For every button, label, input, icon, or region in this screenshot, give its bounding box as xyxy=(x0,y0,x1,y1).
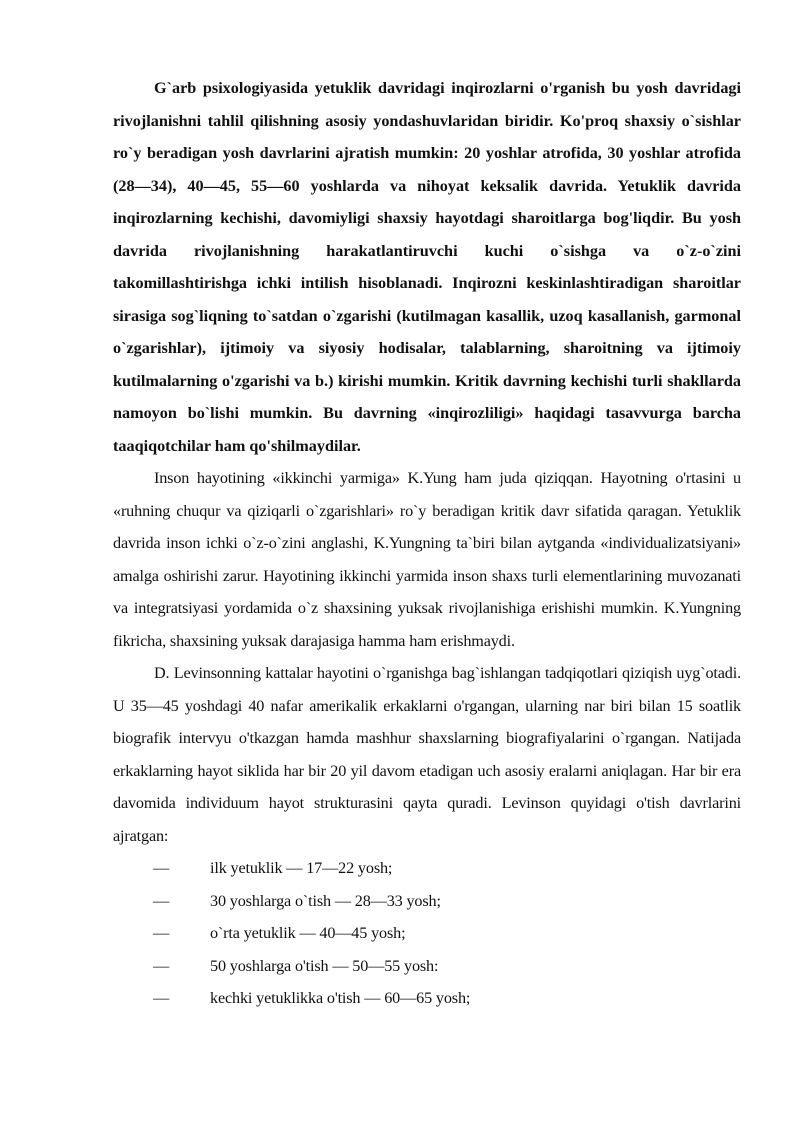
list-dash: — xyxy=(153,956,170,975)
list-item-text: o`rta yetuklik — 40—45 yosh; xyxy=(210,924,406,942)
list-dash: — xyxy=(153,924,170,942)
list-item xyxy=(113,885,741,918)
list-item-text: kechki yetuklikka o'tish — 60—65 yosh; xyxy=(210,989,471,1007)
list-item xyxy=(113,917,741,950)
document-page xyxy=(113,72,741,1015)
paragraph-levinson: D. Levinsonning kattalar hayotini o`rganishga bag`ishlangan tadqiqotlari qiziqish uyg`otadi. U 35—45 yoshdagi 40 nafar amerikalik erkaklarni o'rgangan, ularning nar biri bilan 15 soatlik biografik intervyu o'tkazgan hamda mashhur shaxslarning biografiyalarini o`rgangan. Natijada erkaklarning hayot siklida har bir 20 yil davom etadigan uch asosiy eralarni aniqlagan. Har bir era davomida individuum hayot strukturasini qayta quradi. Levinson quyidagi o'tish davrlarini ajratgan: xyxy=(113,664,741,845)
paragraph-jung: Inson hayotining «ikkinchi yarmiga» K.Yung ham juda qiziqqan. Hayotning o'rtasini u «ruhning chuqur va qiziqarli o`zgarishlari» ro`y beradigan kritik davr sifatida qaragan. Yetuklik davrida inson ichki o`z-o`zini anglashi, K.Yungning ta`biri bilan aytganda «individualizatsiyani» amalga oshirishi zarur. Hayotining ikkinchi yarmida inson shaxs turli elementlarining muvozanati va integratsiyasi yordamida o`z shaxsining yuksak rivojlanishiga erishishi mumkin. K.Yungning fikricha, shaxsining yuksak darajasiga hamma ham erishmaydi. xyxy=(113,469,741,650)
list-item xyxy=(113,950,741,983)
list-item-text: 30 yoshlarga o`tish — 28—33 yosh; xyxy=(210,891,441,910)
list-item-text: 50 yoshlarga o'tish — 50—55 yosh: xyxy=(210,956,439,975)
paragraph-crises-in-adulthood: G`arb psixologiyasida yetuklik davridagi inqirozlarni o'rganish bu yosh davridagi rivojlanishni tahlil qilishning asosiy yondashuvlaridan biridir. Ko'proq shaxsiy o`sishlar ro`y beradigan yosh davrlarini ajratish mumkin: 20 yoshlar atrofida, 30 yoshlar atrofida (28—34), 40—45, 55—60 yoshlarda va nihoyat keksalik davrida. Yetuklik davrida inqirozlarning kechishi, davomiyligi shaxsiy hayotdagi sharoitlarga bog'liqdir. Bu yosh davrida rivojlanishning harakatlantiruvchi kuchi o`sishga va o`z-o`zini takomillashtirishga ichki intilish hisoblanadi. Inqirozni keskinlashtiradigan sharoitlar sirasiga sog`liqning to`satdan o`zgarishi (kutilmagan kasallik, uzoq kasallanish, garmonal o`zgarishlar), ijtimoiy va siyosiy hodisalar, talablarning, sharoitning va ijtimoiy kutilmalarning o'zgarishi va b.) kirishi mumkin. Kritik davrning kechishi turli shakllarda namoyon bo`lishi mumkin. Bu davrning «inqirozliligi» haqidagi tasavvurga barcha taaqiqotchilar ham qo'shilmaydilar. xyxy=(113,79,741,455)
list-dash: — xyxy=(153,989,170,1007)
list-item xyxy=(113,852,741,885)
list-dash: — xyxy=(153,891,170,910)
list-dash: — xyxy=(153,859,170,877)
list-item xyxy=(113,982,741,1015)
list-item-text: ilk yetuklik — 17—22 yosh; xyxy=(210,859,393,877)
transition-periods-list xyxy=(113,852,741,1015)
